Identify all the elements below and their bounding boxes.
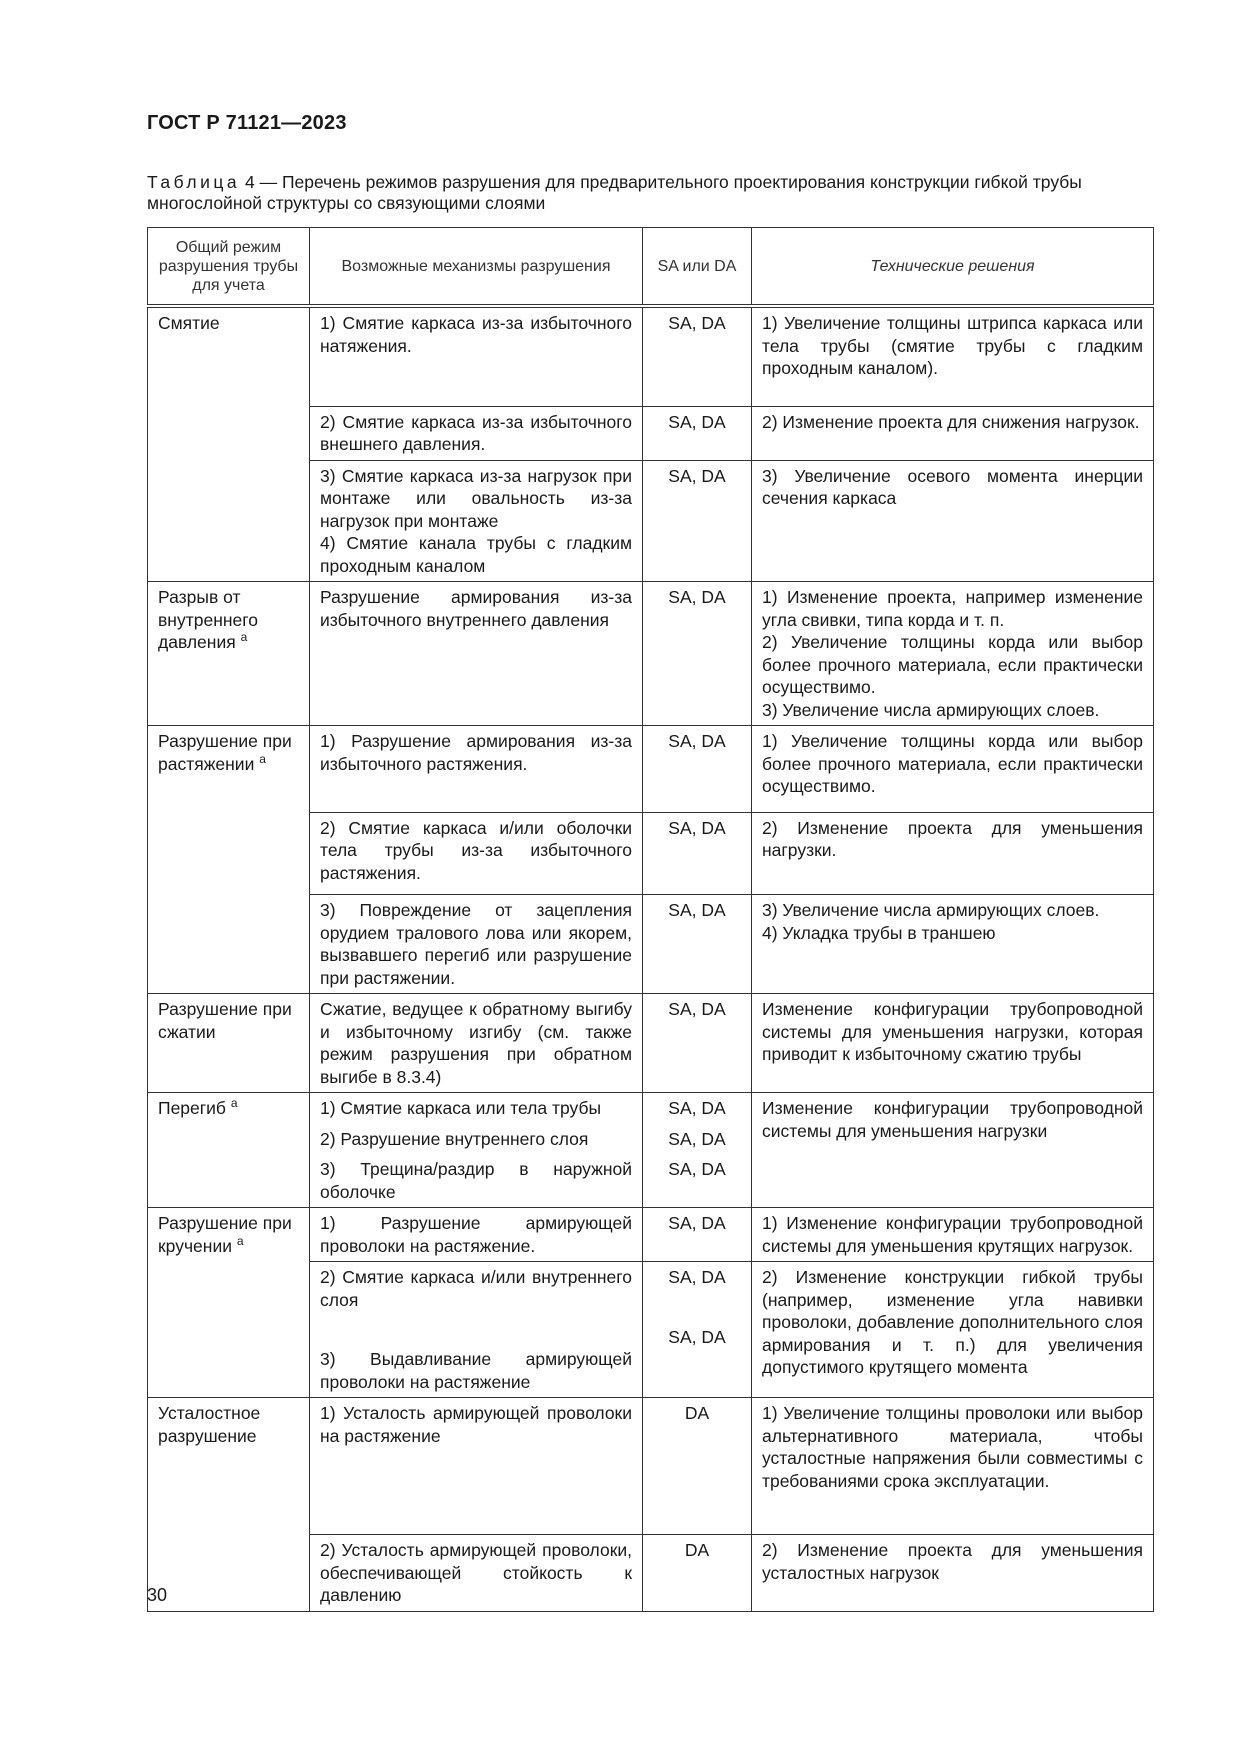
- column-header-mode: Общий режим разрушения трубы для учета: [148, 228, 310, 307]
- mechanism-cell: [310, 1535, 643, 1612]
- footnote-marker: a: [230, 1096, 238, 1111]
- solution-cell: [752, 1398, 1154, 1535]
- table-row: [148, 726, 1154, 813]
- mechanism-text: Сжатие, ведущее к обратному выгибу и избыточному изгибу (см. также режим разрушения при обратном выгибе в 8.3.4): [320, 999, 632, 1087]
- column-header-sa-da: SA или DA: [643, 228, 752, 307]
- solution-text: 1) Изменение конфигурации трубопроводной системы для уменьшения крутящих нагрузок.: [762, 1213, 1143, 1256]
- column-header-solutions: Технические решения: [752, 228, 1154, 307]
- mechanism-text: 2) Разрушение внутреннего слоя: [320, 1128, 589, 1149]
- sa-da-value: SA, DA: [668, 817, 726, 838]
- solution-text: 2) Изменение проекта для уменьшения нагрузки.: [762, 817, 1143, 860]
- failure-mode-cell: [148, 1093, 310, 1208]
- sa-da-value: DA: [684, 1403, 710, 1423]
- table-caption: [147, 172, 1157, 214]
- mechanism-text: 1) Усталость армирующей проволоки на растяжение: [320, 1403, 632, 1446]
- mechanism-cell: [310, 460, 643, 582]
- mechanism-text: 3) Повреждение от зацепления орудием тралового лова или якорем, вызвавшего перегиб или разрушение при растяжении.: [320, 900, 632, 988]
- sa-da-cell: [643, 1093, 752, 1208]
- table-row: [148, 1093, 1154, 1208]
- footnote-marker: a: [240, 630, 248, 645]
- mechanism-text: 2) Усталость армирующей проволоки, обеспечивающей стойкость к давлению: [320, 1540, 632, 1605]
- solution-text: 2) Увеличение толщины корда или выбор более прочного материала, если практически осуществимо.: [762, 632, 1143, 697]
- table-row: [148, 306, 1154, 406]
- sa-da-value: SA, DA: [668, 1213, 726, 1233]
- solution-text: 1) Увеличение толщины корда или выбор более прочного материала, если практически осуществимо.: [762, 731, 1143, 796]
- sa-da-value: SA, DA: [668, 411, 726, 432]
- failure-mode-cell: [148, 306, 310, 582]
- mechanism-text: Разрушение армирования из-за избыточного внутреннего давления: [320, 587, 632, 630]
- sa-da-cell: [643, 812, 752, 895]
- solution-cell: [752, 812, 1154, 895]
- table-caption-text: 4 — Перечень режимов разрушения для предварительного проектирования конструкции гибкой трубы многослойной структуры со связующими слоями: [147, 172, 1082, 213]
- sa-da-value: SA, DA: [668, 900, 726, 920]
- sa-da-cell: [643, 895, 752, 994]
- table-row: [148, 582, 1154, 726]
- failure-modes-table: [147, 227, 1154, 1612]
- mechanism-text: 1) Смятие каркаса или тела трубы: [320, 1098, 602, 1118]
- solution-cell: [752, 1262, 1154, 1398]
- solution-cell: [752, 1093, 1154, 1208]
- sa-da-cell: [643, 1262, 752, 1398]
- document-header: ГОСТ Р 71121—2023: [147, 112, 347, 134]
- solution-cell: [752, 1208, 1154, 1262]
- solution-text: 3) Увеличение числа армирующих слоев.: [762, 900, 1100, 920]
- sa-da-cell: [643, 1208, 752, 1262]
- failure-mode-cell: [148, 1398, 310, 1612]
- mechanism-cell: [310, 1208, 643, 1262]
- mechanism-text: 2) Смятие каркаса и/или внутреннего слоя: [320, 1267, 632, 1310]
- mechanism-text: 4) Смятие канала трубы с гладким проходным каналом: [320, 533, 632, 576]
- footnote-marker: a: [259, 751, 266, 766]
- mechanism-text: 3) Смятие каркаса из-за нагрузок при монтаже или овальность из-за нагрузок при монтаже: [320, 465, 632, 531]
- mechanism-text: 2) Смятие каркаса и/или оболочки тела трубы из-за избыточного растяжения.: [320, 817, 632, 883]
- mechanism-cell: [310, 895, 643, 994]
- mechanism-cell: [310, 1398, 643, 1535]
- page-number: 30: [147, 1585, 168, 1605]
- mechanism-text: 3) Трещина/раздир в наружной оболочке: [320, 1159, 632, 1202]
- solution-cell: [752, 406, 1154, 460]
- solution-cell: [752, 895, 1154, 994]
- solution-text: 3) Увеличение числа армирующих слоев.: [762, 699, 1100, 720]
- solution-text: 1) Увеличение толщины штрипса каркаса или тела трубы (смятие трубы с гладким проходным каналом).: [762, 313, 1143, 378]
- solution-cell: [752, 726, 1154, 813]
- solution-cell: [752, 582, 1154, 726]
- table-row: [148, 1398, 1154, 1535]
- mechanism-cell: [310, 1093, 643, 1208]
- failure-mode-label: Перегиб: [158, 1098, 226, 1118]
- column-header-mechanisms: Возможные механизмы разрушения: [310, 228, 643, 307]
- table-header-row: [148, 228, 1154, 307]
- sa-da-value: SA, DA: [668, 1267, 726, 1287]
- mechanism-cell: [310, 812, 643, 895]
- sa-da-cell: [643, 1398, 752, 1535]
- solution-text: 3) Увеличение осевого момента инерции сечения каркаса: [762, 465, 1143, 508]
- sa-da-value: SA, DA: [668, 1098, 726, 1118]
- sa-da-value: SA, DA: [668, 1159, 726, 1179]
- sa-da-value: SA, DA: [668, 587, 726, 607]
- mechanism-text: 1) Разрушение армирующей проволоки на растяжение.: [320, 1213, 632, 1256]
- solution-text: Изменение конфигурации трубопроводной системы для уменьшения нагрузки, которая приводит к избыточному сжатию трубы: [762, 999, 1143, 1064]
- mechanism-text: 1) Разрушение армирования из-за избыточного растяжения.: [320, 731, 632, 774]
- failure-mode-label: Усталостное разрушение: [158, 1403, 261, 1446]
- mechanism-cell: [310, 582, 643, 726]
- failure-mode-label: Разрушение при сжатии: [158, 999, 292, 1042]
- sa-da-cell: [643, 1535, 752, 1612]
- sa-da-value: SA, DA: [668, 313, 726, 333]
- failure-mode-cell: [148, 994, 310, 1093]
- sa-da-value: DA: [684, 1540, 710, 1560]
- table-row: [148, 994, 1154, 1093]
- footnote-marker: a: [236, 1233, 244, 1248]
- table-row: [148, 1208, 1154, 1262]
- sa-da-cell: [643, 994, 752, 1093]
- solution-cell: [752, 994, 1154, 1093]
- mechanism-cell: [310, 306, 643, 406]
- solution-text: Изменение конфигурации трубопроводной системы для уменьшения нагрузки: [762, 1098, 1143, 1141]
- mechanism-text: 2) Смятие каркаса из-за избыточного внешнего давления.: [320, 411, 632, 454]
- solution-cell: [752, 306, 1154, 406]
- sa-da-value: SA, DA: [668, 731, 726, 751]
- mechanism-cell: [310, 994, 643, 1093]
- mechanism-text: 1) Смятие каркаса из-за избыточного натяжения.: [320, 313, 632, 356]
- table-body: [148, 306, 1154, 1611]
- sa-da-cell: [643, 582, 752, 726]
- mechanism-text: 3) Выдавливание армирующей проволоки на растяжение: [320, 1349, 632, 1392]
- solution-text: 2) Изменение проекта для уменьшения усталостных нагрузок: [762, 1540, 1143, 1583]
- sa-da-cell: [643, 460, 752, 582]
- solution-cell: [752, 1535, 1154, 1612]
- solution-cell: [752, 460, 1154, 582]
- failure-mode-cell: [148, 582, 310, 726]
- solution-text: 1) Изменение проекта, например изменение угла свивки, типа корда и т. п.: [762, 587, 1143, 630]
- solution-text: 2) Изменение конструкции гибкой трубы (например, изменение угла навивки проволоки, добавление дополнительного слоя армирования и т. п.) для увеличения допустимого крутящего момента: [762, 1267, 1143, 1377]
- failure-mode-label: Разрыв от внутреннего давления: [158, 587, 258, 652]
- failure-mode-label: Разрушение при кручении: [158, 1213, 292, 1256]
- sa-da-cell: [643, 726, 752, 813]
- mechanism-cell: [310, 726, 643, 813]
- solution-text: 1) Увеличение толщины проволоки или выбор альтернативного материала, чтобы усталостные напряжения были совместимы с требованиями срока эксплуатации.: [762, 1403, 1143, 1491]
- mechanism-cell: [310, 1262, 643, 1398]
- sa-da-value: SA, DA: [668, 1128, 726, 1149]
- sa-da-cell: [643, 406, 752, 460]
- sa-da-cell: [643, 306, 752, 406]
- failure-mode-cell: [148, 726, 310, 994]
- failure-mode-label: Смятие: [158, 313, 220, 333]
- sa-da-value: SA, DA: [668, 999, 726, 1019]
- mechanism-cell: [310, 406, 643, 460]
- sa-da-value: SA, DA: [668, 465, 726, 486]
- sa-da-value: SA, DA: [668, 1326, 726, 1347]
- failure-mode-cell: [148, 1208, 310, 1398]
- failure-mode-label: Разрушение при растяжении: [158, 731, 292, 774]
- solution-text: 2) Изменение проекта для снижения нагрузок.: [762, 411, 1140, 432]
- table-caption-prefix: Таблица: [147, 172, 241, 192]
- solution-text: 4) Укладка трубы в траншею: [762, 922, 996, 943]
